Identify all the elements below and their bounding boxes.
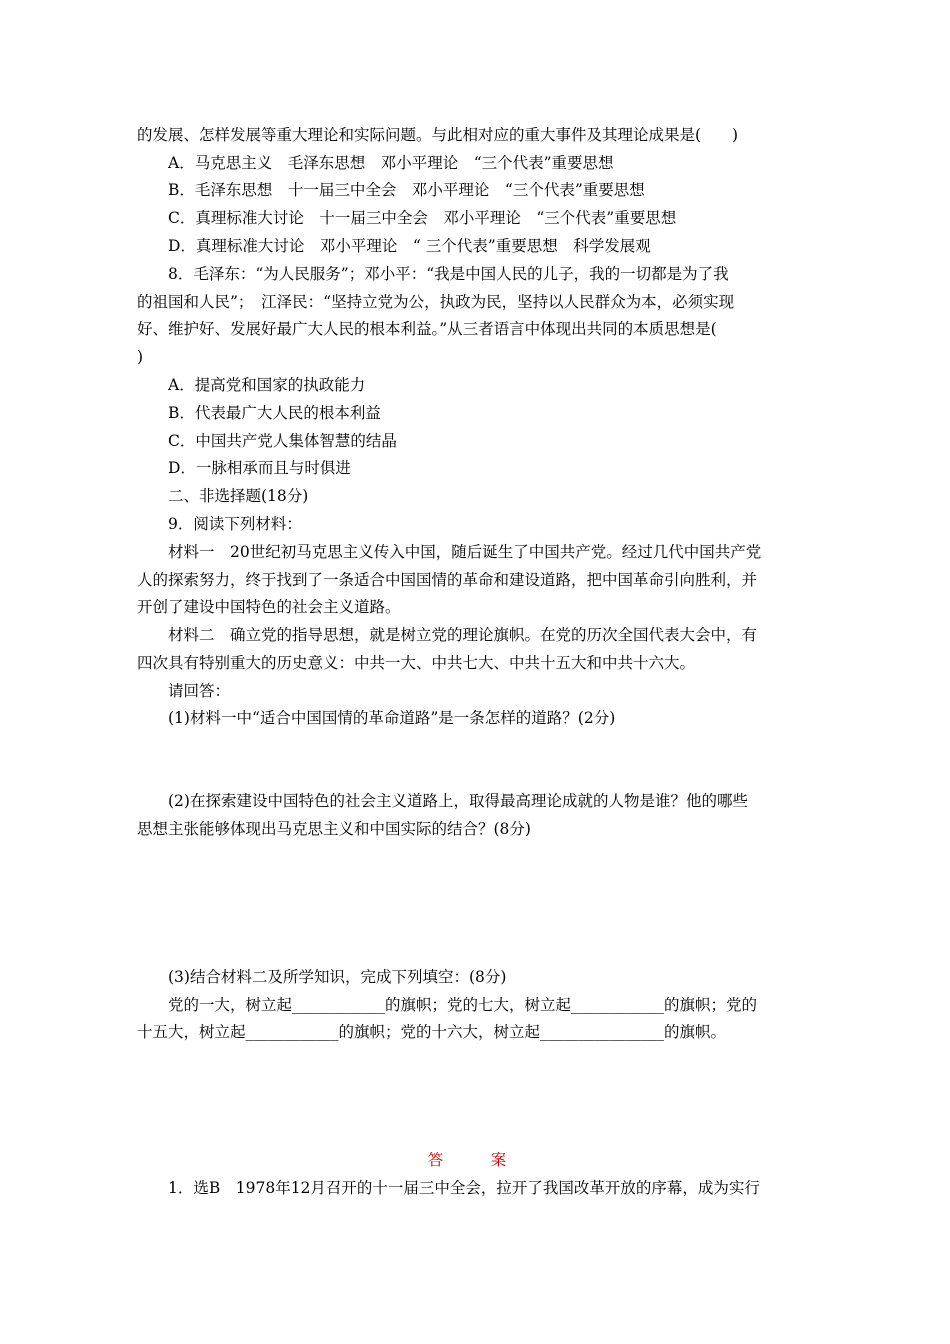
sub-question-3: (3)结合材料二及所学知识，完成下列填空：(8分) [168,968,507,986]
option-8a: A．提高党和国家的执政能力 [168,376,366,394]
section-heading-non-choice: 二、非选择题(18分) [168,487,309,505]
option-7d: D．真理标准大讨论 邓小平理论 “ 三个代表”重要思想 科学发展观 [168,237,651,255]
sub-question-2-line-2: 思想主张能够体现出马克思主义和中国实际的结合？(8分) [137,820,531,838]
sub-question-2-line-1: (2)在探索建设中国特色的社会主义道路上，取得最高理论成就的人物是谁？他的哪些 [168,792,748,810]
fill-blank-line-2: 十五大，树立起____________的旗帜；党的十六大，树立起________________的旗帜。 [137,1023,727,1041]
question-8-stem-line-3: 好、维护好、发展好最广大人民的根本利益。”从三者语言中体现出共同的本质思想是( [137,320,717,338]
question-8-stem-line-4: ) [137,348,144,366]
material-2-line-2: 四次具有特别重大的历史意义：中共一大、中共七大、中共十五大和中共十六大。 [137,654,696,672]
material-1-line-3: 开创了建设中国特色的社会主义道路。 [137,598,401,616]
option-8d: D．一脉相承而且与时俱进 [168,459,351,477]
question-8-stem-line-2: 的祖国和人民”； 江泽民：“坚持立党为公，执政为民，坚持以人民群众为本，必须实现 [137,293,735,311]
sub-question-1: (1)材料一中“适合中国国情的革命道路”是一条怎样的道路？(2分) [168,709,616,727]
question-8-stem-line-1: 8．毛泽东：“为人民服务”；邓小平：“我是中国人民的儿子，我的一切都是为了我 [168,265,729,283]
answer-1-line: 1．选B 1978年12月召开的十一届三中全会，拉开了我国改革开放的序幕，成为实行 [168,1179,760,1197]
question-9-intro: 9．阅读下列材料： [168,515,302,533]
option-7b: B．毛泽东思想 十一届三中全会 邓小平理论 “三个代表”重要思想 [168,181,645,199]
fill-blank-line-1: 党的一大，树立起____________的旗帜；党的七大，树立起____________的旗帜；党的 [168,996,758,1014]
please-answer: 请回答： [168,682,231,700]
option-8b: B．代表最广大人民的根本利益 [168,404,381,422]
material-2-line-1: 材料二 确立党的指导思想，就是树立党的理论旗帜。在党的历次全国代表大会中，有 [168,626,758,644]
material-1-line-1: 材料一 20世纪初马克思主义传入中国，随后诞生了中国共产党。经过几代中国共产党 [168,543,762,561]
question-7-stem-end: 的发展、怎样发展等重大理论和实际问题。与此相对应的重大事件及其理论成果是( ) [137,126,739,144]
option-7a: A．马克思主义 毛泽东思想 邓小平理论 “三个代表”重要思想 [168,154,614,172]
material-1-line-2: 人的探索努力，终于找到了一条适合中国国情的革命和建设道路，把中国革命引向胜利，并 [137,571,758,589]
answer-heading: 答 案 [427,1151,523,1169]
option-7c: C．真理标准大讨论 十一届三中全会 邓小平理论 “三个代表”重要思想 [168,209,677,227]
option-8c: C．中国共产党人集体智慧的结晶 [168,432,397,450]
